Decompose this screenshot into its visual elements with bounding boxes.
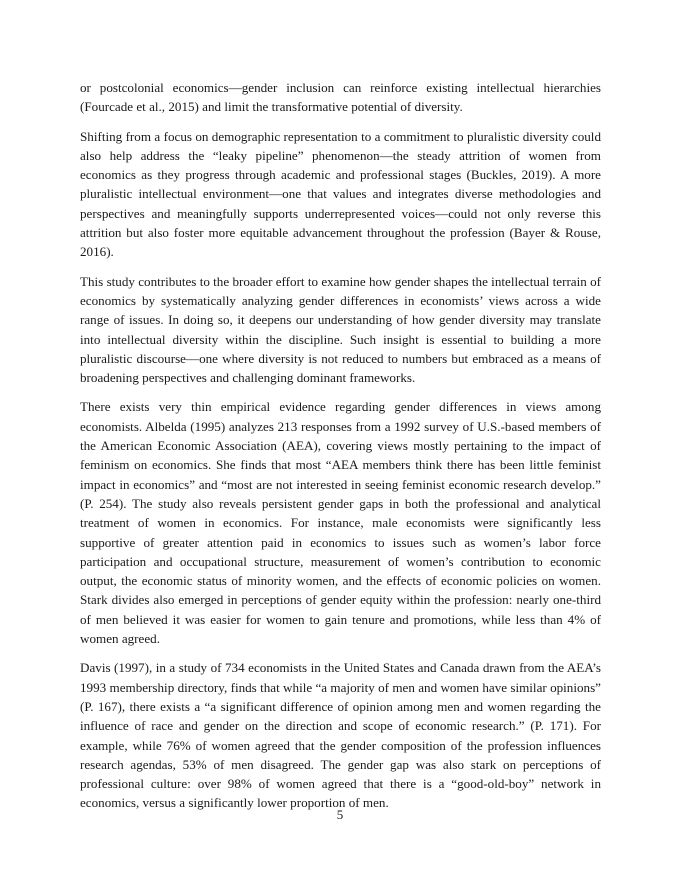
page-body xyxy=(80,78,601,823)
page-number: 5 xyxy=(336,807,344,822)
paragraph-leaky-pipeline: Shifting from a focus on demographic representation to a commitment to pluralistic diversity could also help address the “leaky pipeline” phenomenon—the steady attrition of women from economics as they progress through academic and professional stages (Buckles, 2019). A more pluralistic intellectual environment—one that values and integrates diverse methodologies and perspectives and meaningfully supports underrepresented voices—could not only reverse this attrition but also foster more equitable advancement throughout the profession (Bayer & Rouse, 2016). xyxy=(80,128,601,260)
paragraph-davis: Davis (1997), in a study of 734 economists in the United States and Canada drawn from the AEA’s 1993 membership directory, finds that while “a majority of men and women have similar opinions” (P. 167), there exists a “a significant difference of opinion among men and women regarding the influence of race and gender on the direction and scope of economic research.” (P. 171). For example, while 76% of women agreed that the gender composition of the profession influences research agendas, 53% of men disagreed. The gender gap was also stark on perceptions of professional culture: over 98% of women agreed that there is a “good-old-boy” network in economics, versus a significantly lower proportion of men. xyxy=(80,660,601,811)
paragraph-albelda: There exists very thin empirical evidence regarding gender differences in views among economists. Albelda (1995) analyzes 213 responses from a 1992 survey of U.S.-based members of the American Economic Association (AEA), covering views mostly pertaining to the impact of feminism on economics. She finds that most “AEA members think there has been little feminist impact in economics” and “most are not interested in seeing feminist economic research develop.” (P. 254). The study also reveals persistent gender gaps in both the professional and analytical treatment of women in economics. For instance, male economists were significantly less supportive of greater attention paid in economics to issues such as women’s labor force participation and occupational structure, measurement of women’s contribution to economic output, the economic status of minority women, and the effects of economic policies on women. Stark divides also emerged in perceptions of gender equity within the profession: nearly one-third of men believed it was easier for women to gain tenure and promotions, while less than 4% of women agreed. xyxy=(80,399,601,647)
paragraph-continuation: or postcolonial economics—gender inclusion can reinforce existing intellectual hierarchies (Fourcade et al., 2015) and limit the transformative potential of diversity. xyxy=(80,80,601,115)
paragraph-study-contribution: This study contributes to the broader effort to examine how gender shapes the intellectual terrain of economics by systematically analyzing gender differences in economists’ views across a wide range of issues. In doing so, it deepens our understanding of how gender diversity may translate into intellectual diversity within the discipline. Such insight is essential to building a more pluralistic discourse—one where diversity is not reduced to numbers but embraced as a means of broadening perspectives and challenging dominant frameworks. xyxy=(80,273,601,386)
